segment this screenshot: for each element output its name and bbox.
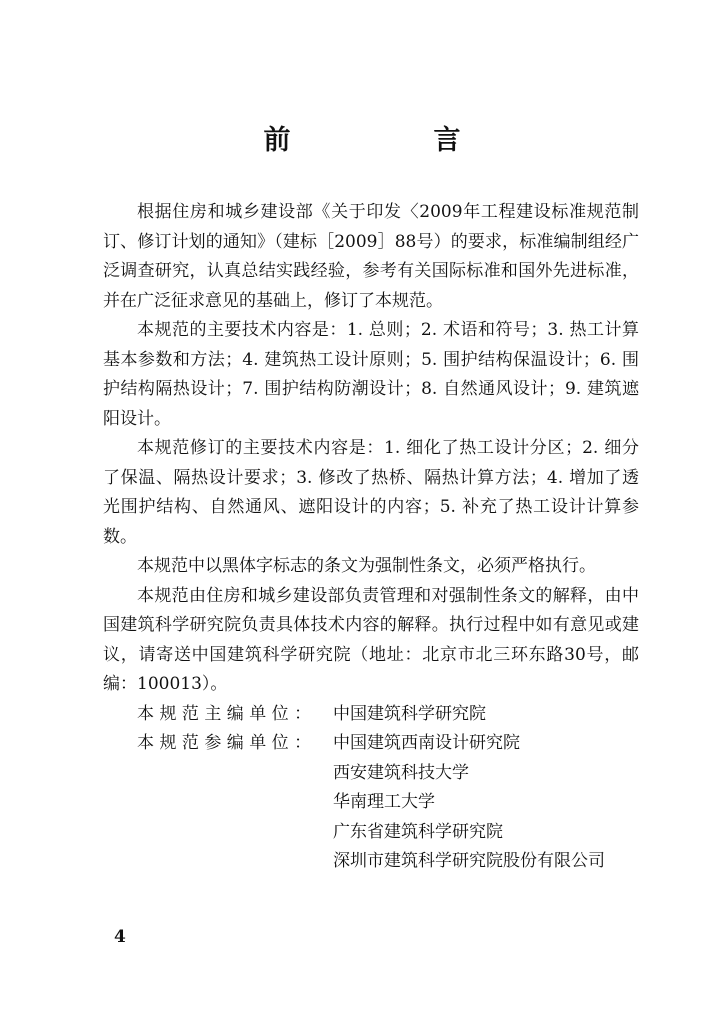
participating-unit-name: 深圳市建筑科学研究院股份有限公司 xyxy=(333,851,605,871)
participating-unit-row xyxy=(103,818,639,848)
paragraph-mandatory-clauses: 本规范中以黑体字标志的条文为强制性条文，必须严格执行。 xyxy=(137,556,596,576)
participating-unit-row xyxy=(103,847,639,877)
document-body xyxy=(103,198,639,877)
participating-unit-row xyxy=(103,729,639,759)
paragraph-basis: 根据住房和城乡建设部《关于印发〈2009年工程建设标准规范制订、修订计划的通知》（建标［2009］88号）的要求，标准编制组经广泛调查研究，认真总结实践经验，参考有关国际标准和国外先进标准，并在广泛征求意见的基础上，修订了本规范。 xyxy=(103,202,639,311)
participating-unit-label: 本规范参编单位： xyxy=(137,733,317,753)
participating-unit-name: 中国建筑西南设计研究院 xyxy=(333,733,520,753)
page-title: 前 言 xyxy=(263,125,519,156)
participating-unit-name: 华南理工大学 xyxy=(333,792,435,812)
participating-unit-name: 广东省建筑科学研究院 xyxy=(333,821,503,842)
paragraph-revision-content: 本规范修订的主要技术内容是：1. 细化了热工设计分区；2. 细分了保温、隔热设计要求；3. 修改了热桥、隔热计算方法；4. 增加了透光围护结构、自然通风、遮阳设计的内容；5. 补充了热工设计计算参数。 xyxy=(103,438,639,547)
chief-unit-row xyxy=(103,700,639,730)
page-number: 4 xyxy=(114,927,126,947)
paragraph-management: 本规范由住房和城乡建设部负责管理和对强制性条文的解释，由中国建筑科学研究院负责具体技术内容的解释。执行过程中如有意见或建议，请寄送中国建筑科学研究院（地址：北京市北三环东路30号，邮编：100013）。 xyxy=(103,585,639,694)
participating-unit-row xyxy=(103,788,639,818)
chief-unit-name: 中国建筑科学研究院 xyxy=(333,703,486,724)
participating-unit-name: 西安建筑科技大学 xyxy=(333,762,469,783)
paragraph-main-content: 本规范的主要技术内容是：1. 总则；2. 术语和符号；3. 热工计算基本参数和方法；4. 建筑热工设计原则；5. 围护结构保温设计；6. 围护结构隔热设计；7. 围护结构防潮设计；8. 自然通风设计；9. 建筑遮阳设计。 xyxy=(103,320,639,429)
participating-unit-row xyxy=(103,759,639,789)
chief-unit-label: 本规范主编单位： xyxy=(137,703,317,724)
